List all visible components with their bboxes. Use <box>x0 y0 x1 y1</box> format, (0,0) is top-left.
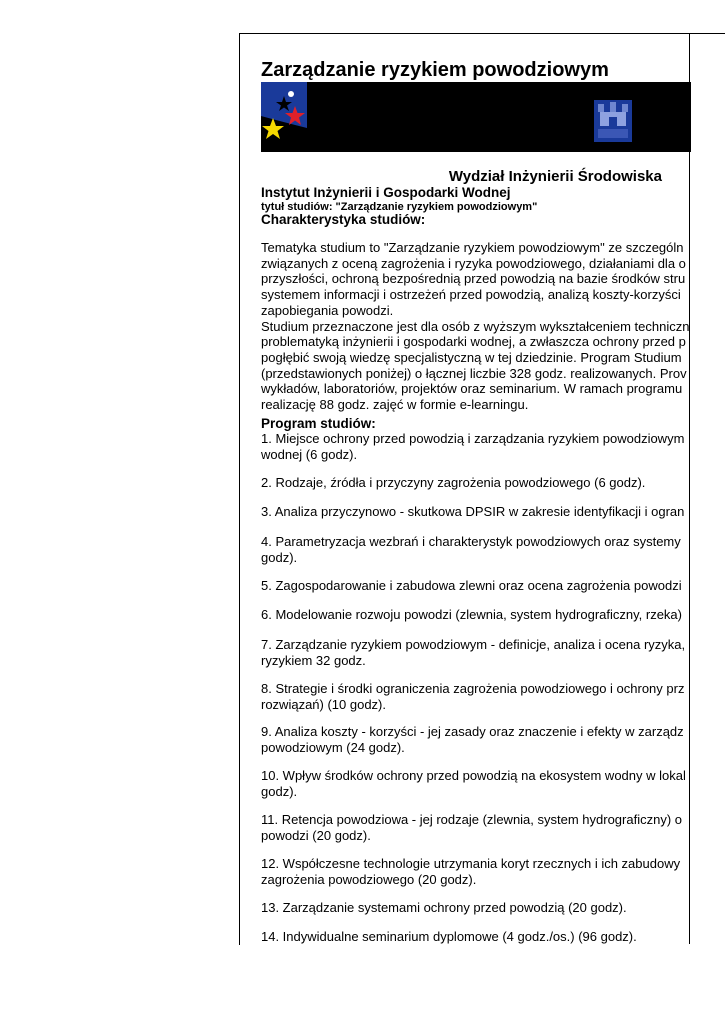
text-line: realizację 88 godz. zajęć w formie e-learningu. <box>261 397 529 413</box>
program-item-line: 11. Retencja powodziowa - jej rodzaje (zlewnia, system hydrograficzny) o <box>261 812 683 827</box>
text-line: Tematyka studium to "Zarządzanie ryzykiem powodziowym" ze szczególn <box>261 240 684 255</box>
program-item-line: 9. Analiza koszty - korzyści - jej zasady oraz znaczenie i efekty w zarządz <box>261 724 684 739</box>
text-line: związanych z oceną zagrożenia i ryzyka powodziowego, działaniami dla o <box>261 255 686 271</box>
institute-name: Instytut Inżynierii i Gospodarki Wodnej <box>261 185 511 200</box>
program-item <box>261 856 680 887</box>
program-item <box>261 681 684 712</box>
program-item-line: 12. Współczesne technologie utrzymania koryt rzecznych i ich zabudowy <box>261 856 681 871</box>
text-line: zapobiegania powodzi. <box>261 302 394 318</box>
program-item-line: 3. Analiza przyczynowo - skutkowa DPSIR w zakresie identyfikacji i ogran <box>261 504 685 519</box>
program-item-line: 4. Parametryzacja wezbrań i charakterystyk powodziowych oraz systemy <box>261 534 681 549</box>
document-page <box>239 33 725 945</box>
page-right-edge <box>689 33 690 944</box>
program-item-line: powodzi (20 godz). <box>261 827 371 843</box>
program-item <box>261 431 684 462</box>
text-line: wykładów, laboratoriów, projektów oraz seminarium. W ramach programu <box>261 381 683 397</box>
program-item <box>261 900 627 916</box>
program-item-line: 2. Rodzaje, źródła i przyczyny zagrożenia powodziowego (6 godz). <box>261 475 646 490</box>
program-item-line: godz). <box>261 783 298 799</box>
program-item-line: ryzykiem 32 godz. <box>261 652 366 668</box>
star-logo-icon <box>261 82 307 152</box>
text-line: problematyką inżynierii i gospodarki wodnej, a zwłaszcza ochrony przed p <box>261 334 686 350</box>
program-item <box>261 724 684 755</box>
text-line: (przedstawionych poniżej) o łącznej liczbie 328 godz. realizowanych. Prov <box>261 365 687 381</box>
program-item-line: 7. Zarządzanie ryzykiem powodziowym - definicje, analiza i ocena ryzyka, <box>261 637 686 652</box>
study-title: tytuł studiów: "Zarządzanie ryzykiem powodziowym" <box>261 201 538 213</box>
characteristics-text <box>261 240 689 413</box>
program-item <box>261 578 682 594</box>
program-item-line: wodnej (6 godz). <box>261 446 358 462</box>
program-item-line: rozwiązań) (10 godz). <box>261 696 386 712</box>
castle-emblem-icon <box>594 100 632 142</box>
program-item-line: 1. Miejsce ochrony przed powodzią i zarządzania ryzykiem powodziowym <box>261 431 685 446</box>
program-item <box>261 768 686 799</box>
program-item-line: 13. Zarządzanie systemami ochrony przed powodzią (20 godz). <box>261 900 627 915</box>
characteristics-heading: Charakterystyka studiów: <box>261 212 426 227</box>
program-heading: Program studiów: <box>261 416 376 431</box>
text-line: Studium przeznaczone jest dla osób z wyższym wykształceniem techniczn <box>261 318 690 334</box>
program-item <box>261 504 684 520</box>
program-item-line: powodziowym (24 godz). <box>261 739 405 755</box>
program-item-line: 14. Indywidualne seminarium dyplomowe (4 godz./os.) (96 godz). <box>261 929 637 944</box>
program-item-line: godz). <box>261 549 298 565</box>
program-item <box>261 607 682 623</box>
program-item-line: 5. Zagospodarowanie i zabudowa zlewni oraz ocena zagrożenia powodzi <box>261 578 682 593</box>
page-title: Zarządzanie ryzykiem powodziowym <box>261 59 609 81</box>
faculty-name: Wydział Inżynierii Środowiska <box>448 168 662 185</box>
program-item-line: 8. Strategie i środki ograniczenia zagrożenia powodziowego i ochrony prz <box>261 681 685 696</box>
program-item-line: 6. Modelowanie rozwoju powodzi (zlewnia, system hydrograficzny, rzeka) <box>261 607 682 622</box>
program-item <box>261 475 645 491</box>
program-item <box>261 812 682 843</box>
text-line: systemem informacji i ostrzeżeń przed powodzią, analizą koszty-korzyści <box>261 287 681 303</box>
program-item-line: zagrożenia powodziowego (20 godz). <box>261 871 477 887</box>
program-item-line: 10. Wpływ środków ochrony przed powodzią na ekosystem wodny w lokal <box>261 768 686 783</box>
program-item <box>261 929 637 945</box>
text-line: przyszłości, ochroną bezpośrednią przed powodzią na bazie środków stru <box>261 271 686 287</box>
program-item <box>261 637 685 668</box>
program-item <box>261 534 681 565</box>
text-line: pogłębić swoją wiedzę specjalistyczną w tej dziedzinie. Program Studium <box>261 349 682 365</box>
header-banner <box>261 82 691 152</box>
